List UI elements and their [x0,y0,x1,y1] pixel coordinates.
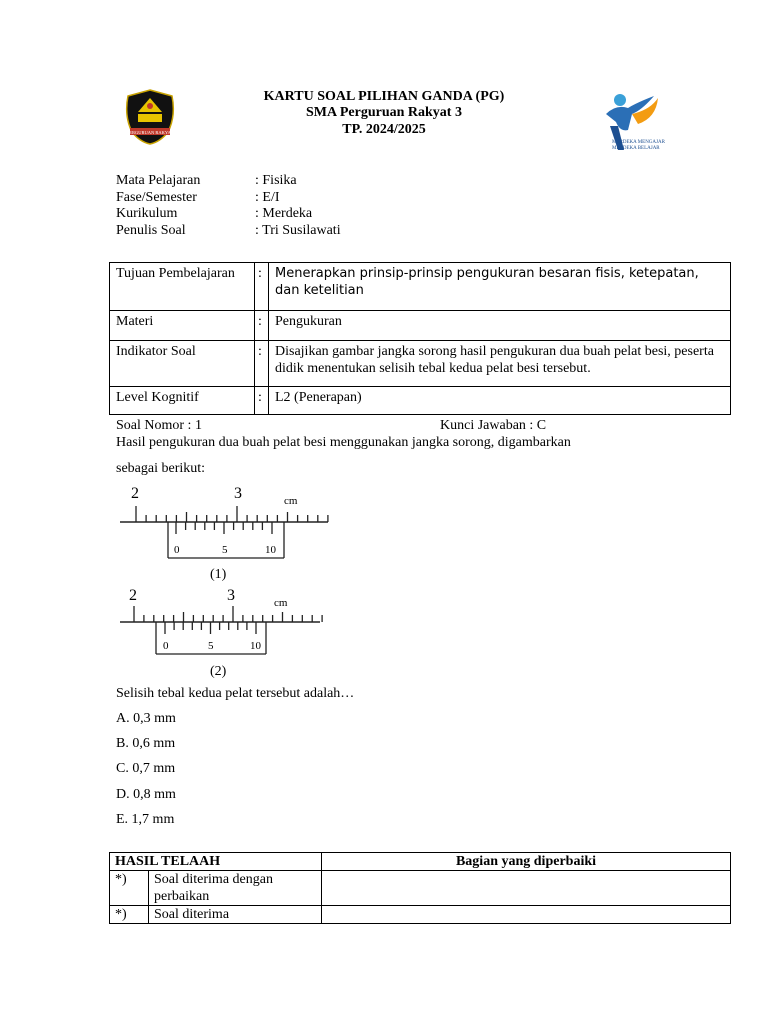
question-stem: Hasil pengukuran dua buah pelat besi menggunakan jangka sorong, digambarkan [116,435,571,450]
row-sep: : [255,387,269,415]
meta-value: : Tri Susilawati [255,223,341,238]
vernier-label: 10 [265,544,276,556]
row-label: Indikator Soal [110,341,255,387]
row-label: Materi [110,311,255,341]
row-value: Disajikan gambar jangka sorong hasil pengukuran dua buah pelat besi, peserta didik menentukan selisih tebal kedua pelat besi tersebut. [269,341,731,387]
vernier-label: 0 [163,640,169,652]
review-header-result: HASIL TELAAH [110,853,322,871]
table-row [110,871,731,906]
table-row [110,341,731,387]
option-b: B. 0,6 mm [116,736,176,751]
table-row [110,906,731,924]
vernier-label: 10 [250,640,261,652]
unit-label: cm [284,495,298,507]
question-prompt: Selisih tebal kedua pelat tersebut adalah… [116,686,355,701]
option-e: E. 1,7 mm [116,812,175,827]
review-fix-cell [322,871,731,906]
main-scale-label: 2 [129,587,137,604]
figure-caption: (1) [210,567,227,582]
unit-label: cm [274,597,288,609]
main-scale-label: 2 [131,485,139,502]
meta-value: : E/I [255,190,280,205]
meta-label: Mata Pelajaran [116,173,201,188]
school-name: SMA Perguruan Rakyat 3 [306,105,462,120]
row-value: Pengukuran [269,311,731,341]
answer-key: Kunci Jawaban : C [440,418,547,433]
review-label: Soal diterima [149,906,322,924]
vernier-label: 5 [208,640,214,652]
option-a: A. 0,3 mm [116,711,176,726]
figure-caption: (2) [210,664,227,679]
school-year: TP. 2024/2025 [342,122,426,137]
table-row [110,263,731,311]
row-value: L2 (Penerapan) [269,387,731,415]
row-sep: : [255,341,269,387]
vernier-label: 0 [174,544,180,556]
review-table [109,852,731,924]
meta-value: : Fisika [255,173,297,188]
review-mark: *) [110,906,149,924]
row-label: Level Kognitif [110,387,255,415]
main-scale-label: 3 [234,485,242,502]
logo-line2: MERDEKA BELAJAR [612,146,660,151]
card-title: KARTU SOAL PILIHAN GANDA (PG) [263,89,505,104]
row-label: Tujuan Pembelajaran [110,263,255,311]
info-table [109,262,731,415]
question-stem-cont: sebagai berikut: [116,461,206,476]
table-row [110,387,731,415]
review-mark: *) [110,871,149,906]
meta-label: Fase/Semester [116,190,197,205]
review-header-fix: Bagian yang diperbaiki [322,853,731,871]
logo-text: PERGURUAN RAKYAT [126,130,174,135]
vernier-label: 5 [222,544,228,556]
vernier-figure-2 [116,582,336,682]
meta-value: : Merdeka [255,206,313,221]
meta-label: Penulis Soal [116,223,186,238]
table-row [110,853,731,871]
question-number: Soal Nomor : 1 [116,418,202,433]
review-label: Soal diterima dengan perbaikan [149,871,322,906]
option-c: C. 0,7 mm [116,761,176,776]
table-row [110,311,731,341]
review-fix-cell [322,906,731,924]
logo-line1: MERDEKA MENGAJAR [612,140,665,145]
row-value: Menerapkan prinsip-prinsip pengukuran besaran fisis, ketepatan, dan ketelitian [269,263,731,311]
option-d: D. 0,8 mm [116,787,176,802]
meta-label: Kurikulum [116,206,178,221]
vernier-figure-1 [116,480,336,584]
main-scale-label: 3 [227,587,235,604]
row-sep: : [255,311,269,341]
row-sep: : [255,263,269,311]
